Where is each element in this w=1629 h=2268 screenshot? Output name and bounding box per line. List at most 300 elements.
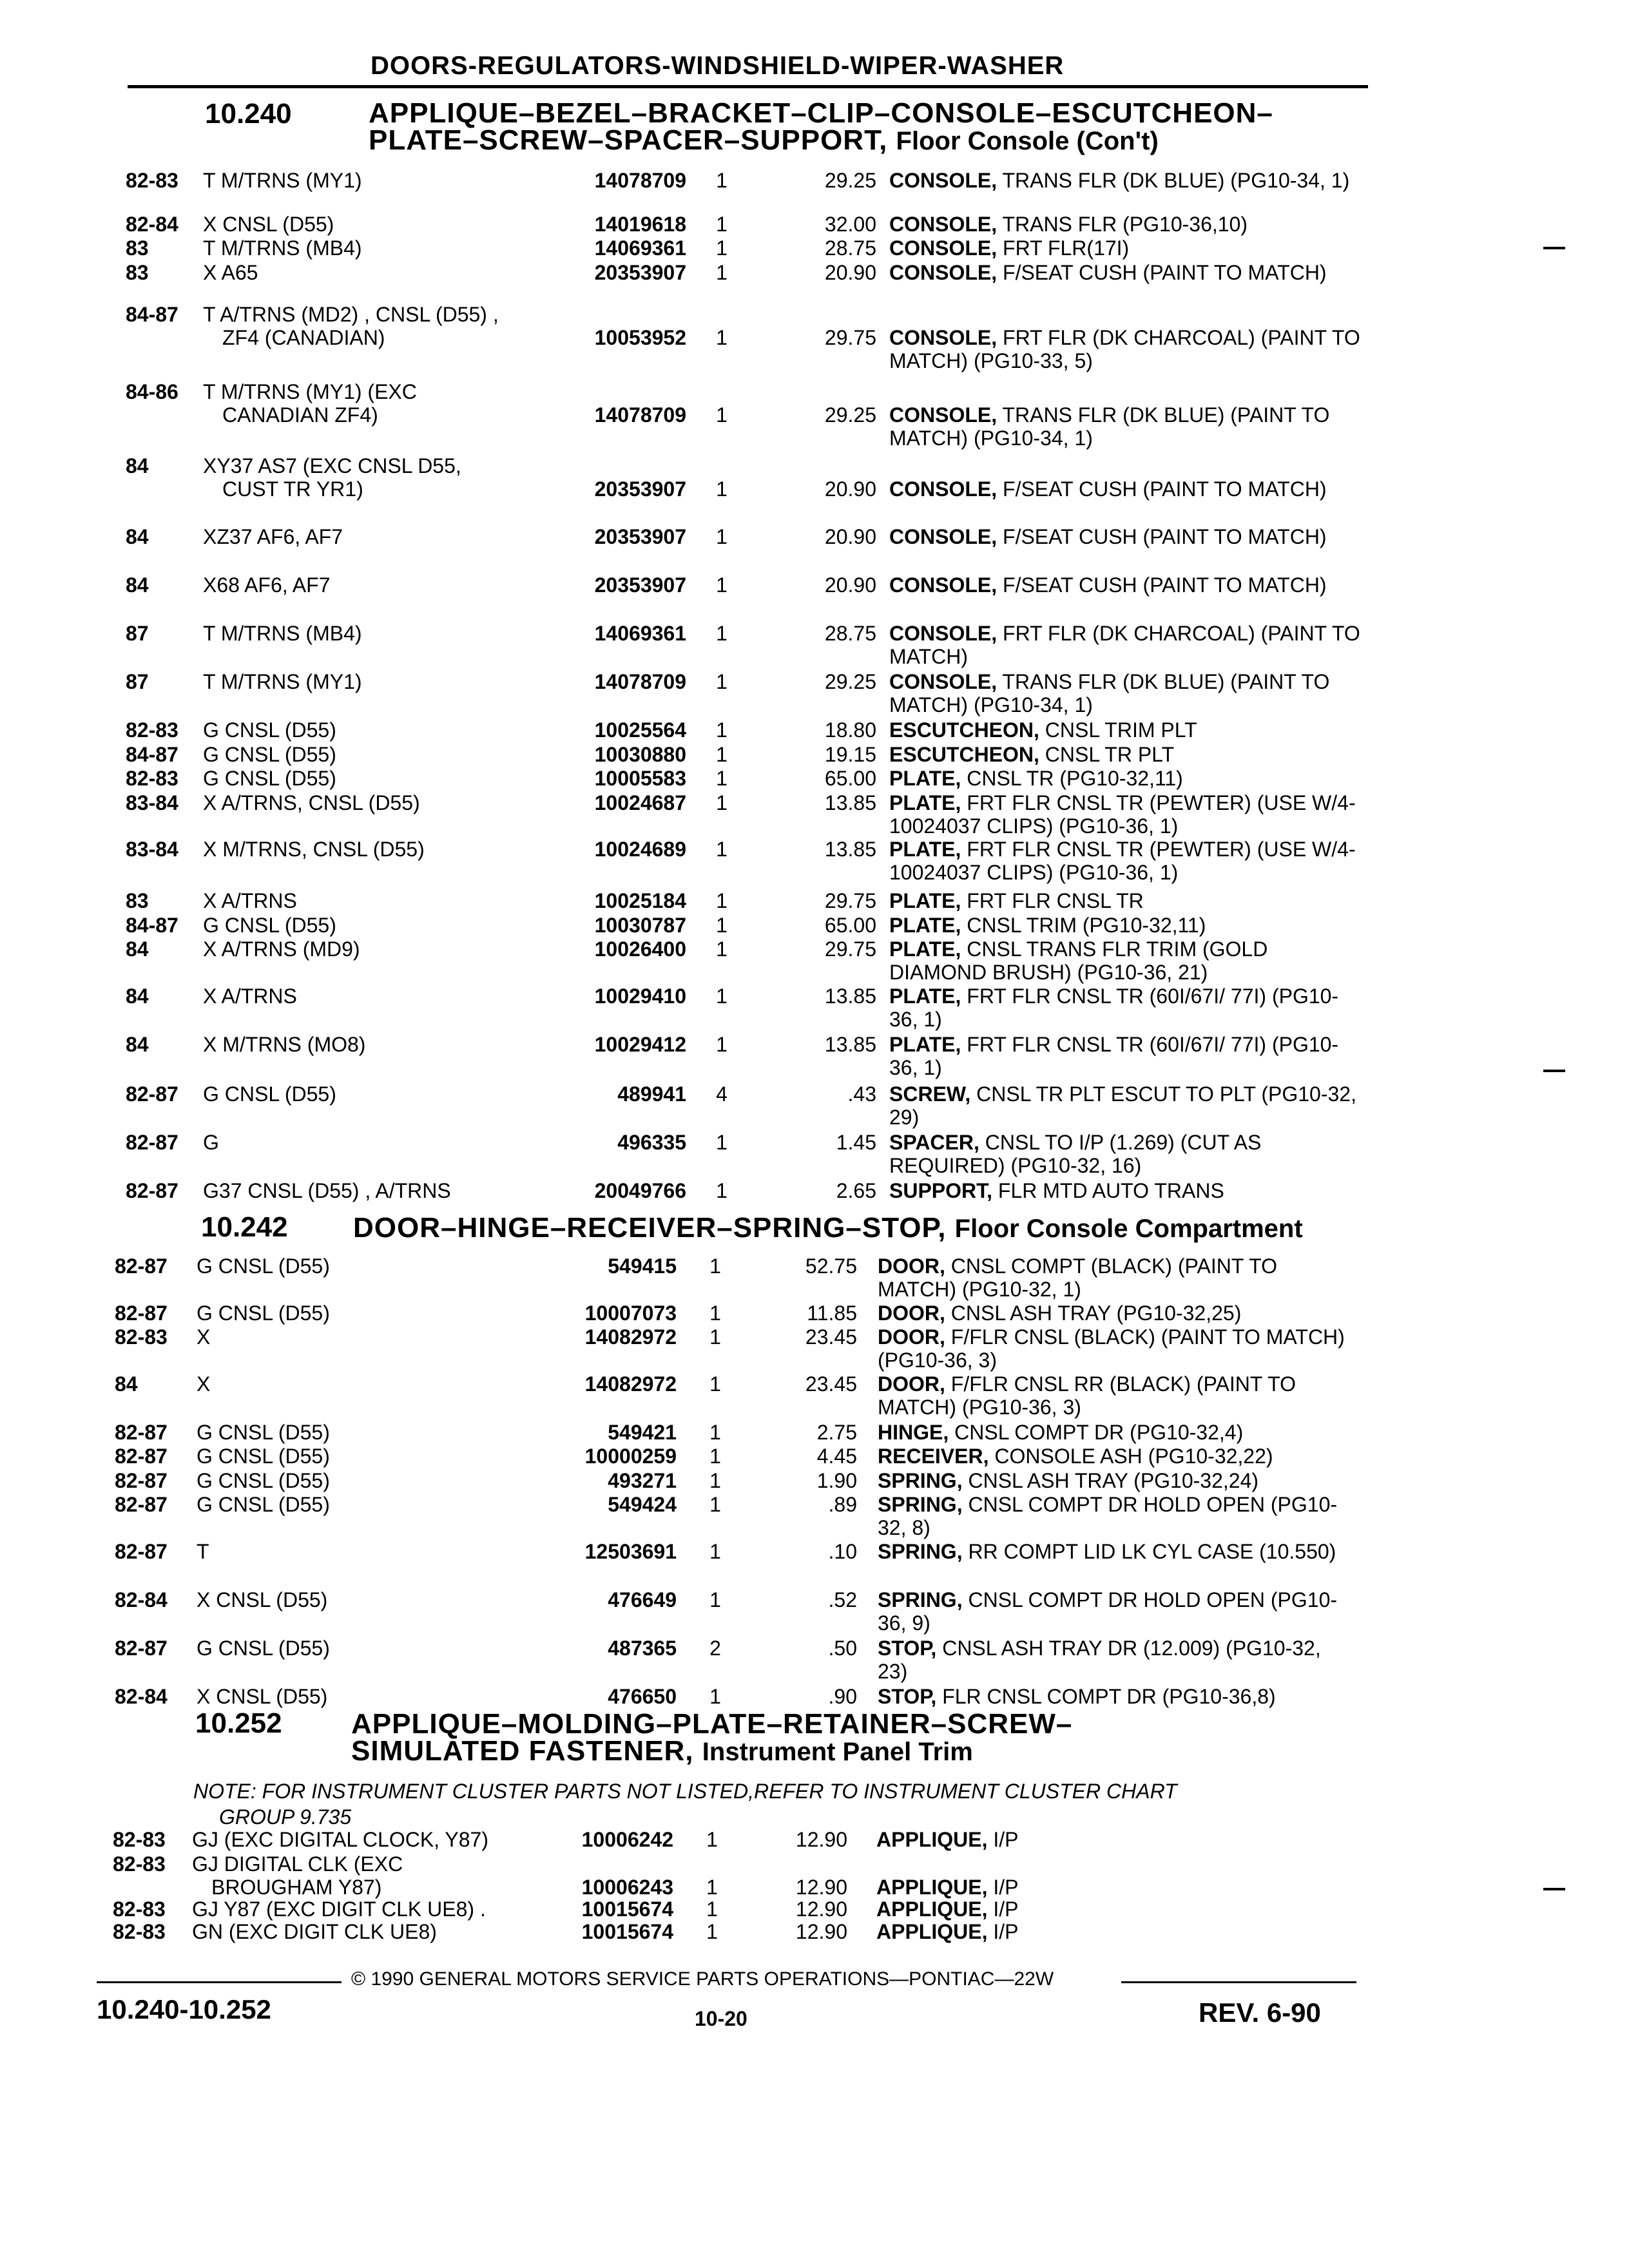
part-description: PLATE, FRT FLR CNSL TR (60I/67I/ 77I) (PG10-36, 1) bbox=[889, 985, 1339, 1031]
price: 20.90 bbox=[824, 477, 876, 501]
price: 13.85 bbox=[824, 791, 876, 814]
price: 20.90 bbox=[824, 261, 876, 284]
part-name: SPRING, bbox=[878, 1588, 963, 1611]
part-name: PLATE, bbox=[889, 914, 961, 937]
part-description: STOP, CNSL ASH TRAY DR (12.009) (PG10-32, 23) bbox=[878, 1637, 1321, 1683]
part-description: HINGE, CNSL COMPT DR (PG10-32,4) bbox=[878, 1421, 1244, 1444]
section-10-242-number: 10.242 bbox=[201, 1211, 288, 1243]
application: G CNSL (D55) bbox=[203, 1082, 336, 1106]
quantity: 1 bbox=[716, 622, 728, 645]
part-description: CONSOLE, F/SEAT CUSH (PAINT TO MATCH) bbox=[889, 261, 1327, 284]
part-name: HINGE, bbox=[878, 1421, 949, 1444]
section-title-line1: DOOR–HINGE–RECEIVER–SPRING–STOP, bbox=[353, 1212, 947, 1244]
part-name: DOOR, bbox=[878, 1302, 945, 1325]
model-year: 82-83 bbox=[126, 718, 178, 742]
part-description: CONSOLE, FRT FLR (DK CHARCOAL) (PAINT TO MATCH) bbox=[889, 622, 1360, 668]
price: 2.75 bbox=[816, 1421, 857, 1444]
table-row bbox=[0, 1540, 1629, 1591]
application: GN (EXC DIGIT CLK UE8) bbox=[192, 1920, 437, 1943]
part-description: SPRING, CNSL COMPT DR HOLD OPEN (PG10-36, 9) bbox=[878, 1588, 1338, 1635]
part-description: SPRING, RR COMPT LID LK CYL CASE (10.550) bbox=[878, 1540, 1336, 1563]
price: .89 bbox=[828, 1493, 857, 1516]
application: GJ DIGITAL CLK (EXC bbox=[192, 1852, 403, 1876]
table-row bbox=[0, 791, 1629, 843]
header-rule bbox=[128, 85, 1368, 88]
model-year: 82-84 bbox=[115, 1685, 168, 1708]
page-header-title: DOORS-REGULATORS-WINDSHIELD-WIPER-WASHER bbox=[371, 52, 1065, 80]
quantity: 1 bbox=[716, 670, 728, 693]
table-row bbox=[0, 1033, 1629, 1084]
model-year: 82-83 bbox=[115, 1325, 168, 1349]
model-year: 82-87 bbox=[126, 1179, 178, 1202]
price: 12.90 bbox=[795, 1898, 847, 1921]
quantity: 1 bbox=[716, 743, 728, 766]
part-description: PLATE, FRT FLR CNSL TR (PEWTER) (USE W/4-10024037 CLIPS) (PG10-36, 1) bbox=[889, 791, 1356, 838]
part-description: CONSOLE, F/SEAT CUSH (PAINT TO MATCH) bbox=[889, 525, 1327, 548]
section-10-240-number: 10.240 bbox=[205, 98, 292, 130]
table-row bbox=[0, 454, 1629, 506]
table-row bbox=[0, 1131, 1629, 1182]
part-number: 12503691 bbox=[584, 1540, 677, 1563]
part-description: PLATE, FRT FLR CNSL TR (PEWTER) (USE W/4-10024037 CLIPS) (PG10-36, 1) bbox=[889, 838, 1356, 884]
part-number: 14069361 bbox=[594, 236, 686, 260]
part-name: APPLIQUE, bbox=[876, 1876, 988, 1899]
part-name: CONSOLE, bbox=[889, 622, 998, 645]
part-name: CONSOLE, bbox=[889, 169, 998, 192]
model-year: 83 bbox=[126, 889, 149, 912]
quantity: 1 bbox=[716, 403, 728, 427]
margin-tick bbox=[1543, 1888, 1565, 1890]
part-number: 496335 bbox=[617, 1131, 686, 1154]
part-number: 14078709 bbox=[594, 403, 686, 427]
part-number: 10030787 bbox=[594, 914, 686, 937]
part-description: APPLIQUE, I/P bbox=[876, 1828, 1019, 1851]
footer-page-number: 10-20 bbox=[695, 2007, 747, 2030]
table-row bbox=[0, 937, 1629, 989]
price: 29.25 bbox=[824, 169, 876, 192]
table-row bbox=[0, 573, 1629, 625]
section-title-line1: APPLIQUE–BEZEL–BRACKET–CLIP–CONSOLE–ESCUTCHEON– bbox=[369, 97, 1273, 129]
part-description: CONSOLE, TRANS FLR (DK BLUE) (PAINT TO MATCH) (PG10-34, 1) bbox=[889, 670, 1330, 716]
quantity: 1 bbox=[716, 169, 728, 192]
price: 65.00 bbox=[824, 914, 876, 937]
part-description: APPLIQUE, I/P bbox=[876, 1920, 1019, 1943]
quantity: 1 bbox=[716, 838, 728, 861]
quantity: 1 bbox=[716, 525, 728, 548]
model-year: 82-83 bbox=[126, 767, 178, 790]
model-year: 82-87 bbox=[115, 1540, 168, 1563]
table-row bbox=[0, 1920, 1629, 1972]
part-description: CONSOLE, FRT FLR (DK CHARCOAL) (PAINT TO MATCH) (PG10-33, 5) bbox=[889, 326, 1360, 372]
section-10-252-title bbox=[351, 1708, 1073, 1767]
quantity: 1 bbox=[709, 1588, 721, 1611]
quantity: 4 bbox=[716, 1082, 728, 1106]
part-name: CONSOLE, bbox=[889, 326, 998, 349]
part-name: ESCUTCHEON, bbox=[889, 743, 1039, 766]
part-description: CONSOLE, TRANS FLR (PG10-36,10) bbox=[889, 213, 1248, 236]
part-number: 10006242 bbox=[581, 1828, 673, 1851]
part-name: SPRING, bbox=[878, 1493, 963, 1516]
application: X bbox=[197, 1325, 211, 1349]
table-row bbox=[0, 622, 1629, 673]
quantity: 1 bbox=[706, 1876, 718, 1899]
part-number: 549421 bbox=[608, 1421, 677, 1444]
part-number: 14078709 bbox=[594, 169, 686, 192]
quantity: 1 bbox=[716, 213, 728, 236]
quantity: 1 bbox=[709, 1493, 721, 1516]
part-number: 10024687 bbox=[594, 791, 686, 814]
section-title-line1: APPLIQUE–MOLDING–PLATE–RETAINER–SCREW– bbox=[351, 1708, 1073, 1740]
quantity: 2 bbox=[709, 1637, 721, 1660]
application-cont: ZF4 (CANADIAN) bbox=[222, 326, 385, 349]
price: 23.45 bbox=[805, 1372, 857, 1396]
part-number: 10029412 bbox=[594, 1033, 686, 1056]
quantity: 1 bbox=[716, 718, 728, 742]
part-name: PLATE, bbox=[889, 889, 961, 912]
part-name: PLATE, bbox=[889, 1033, 961, 1056]
part-name: CONSOLE, bbox=[889, 236, 998, 260]
quantity: 1 bbox=[716, 889, 728, 912]
table-row bbox=[0, 670, 1629, 722]
part-name: CONSOLE, bbox=[889, 477, 998, 501]
part-number: 10015674 bbox=[581, 1898, 673, 1921]
part-number: 14082972 bbox=[584, 1325, 677, 1349]
part-description: CONSOLE, F/SEAT CUSH (PAINT TO MATCH) bbox=[889, 477, 1327, 501]
part-name: CONSOLE, bbox=[889, 670, 998, 693]
quantity: 1 bbox=[706, 1898, 718, 1921]
part-number: 476650 bbox=[608, 1685, 677, 1708]
model-year: 82-87 bbox=[115, 1254, 168, 1278]
quantity: 1 bbox=[716, 937, 728, 961]
quantity: 1 bbox=[709, 1421, 721, 1444]
model-year: 82-87 bbox=[115, 1302, 168, 1325]
application: XY37 AS7 (EXC CNSL D55, bbox=[203, 454, 461, 477]
table-row bbox=[0, 1254, 1629, 1306]
model-year: 84 bbox=[126, 1033, 149, 1056]
price: 19.15 bbox=[824, 743, 876, 766]
price: 28.75 bbox=[824, 622, 876, 645]
part-description: CONSOLE, F/SEAT CUSH (PAINT TO MATCH) bbox=[889, 573, 1327, 597]
quantity: 1 bbox=[709, 1540, 721, 1563]
model-year: 84-86 bbox=[126, 380, 178, 403]
table-row bbox=[0, 1637, 1629, 1688]
model-year: 82-87 bbox=[115, 1421, 168, 1444]
part-name: CONSOLE, bbox=[889, 213, 998, 236]
quantity: 1 bbox=[716, 477, 728, 501]
part-number: 10006243 bbox=[581, 1876, 673, 1899]
application: G CNSL (D55) bbox=[203, 914, 336, 937]
price: .52 bbox=[828, 1588, 857, 1611]
price: 32.00 bbox=[824, 213, 876, 236]
price: 12.90 bbox=[795, 1920, 847, 1943]
part-description: SPRING, CNSL ASH TRAY (PG10-32,24) bbox=[878, 1469, 1259, 1492]
part-description: ESCUTCHEON, CNSL TR PLT bbox=[889, 743, 1175, 766]
part-description: PLATE, FRT FLR CNSL TR (60I/67I/ 77I) (PG10-36, 1) bbox=[889, 1033, 1339, 1079]
part-description: SPRING, CNSL COMPT DR HOLD OPEN (PG10-32, 8) bbox=[878, 1493, 1338, 1539]
part-number: 10026400 bbox=[594, 937, 686, 961]
model-year: 82-84 bbox=[126, 213, 178, 236]
quantity: 1 bbox=[706, 1920, 718, 1943]
table-row bbox=[0, 1372, 1629, 1424]
section-10-240-title bbox=[369, 97, 1273, 156]
application: G CNSL (D55) bbox=[197, 1637, 330, 1660]
footer-rule-right bbox=[1121, 1981, 1356, 1983]
price: 29.75 bbox=[824, 937, 876, 961]
model-year: 84-87 bbox=[126, 743, 178, 766]
part-name: CONSOLE, bbox=[889, 403, 998, 427]
model-year: 82-87 bbox=[115, 1493, 168, 1516]
part-name: CONSOLE, bbox=[889, 261, 998, 284]
price: 1.45 bbox=[836, 1131, 876, 1154]
application: X CNSL (D55) bbox=[203, 213, 334, 236]
application: X68 AF6, AF7 bbox=[203, 573, 331, 597]
part-number: 10007073 bbox=[584, 1302, 677, 1325]
part-name: STOP, bbox=[878, 1637, 937, 1660]
model-year: 84 bbox=[126, 573, 149, 597]
price: 23.45 bbox=[805, 1325, 857, 1349]
part-description: ESCUTCHEON, CNSL TRIM PLT bbox=[889, 718, 1197, 742]
model-year: 82-87 bbox=[126, 1131, 178, 1154]
application: X A/TRNS, CNSL (D55) bbox=[203, 791, 420, 814]
application: X M/TRNS, CNSL (D55) bbox=[203, 838, 425, 861]
price: 13.85 bbox=[824, 1033, 876, 1056]
price: 20.90 bbox=[824, 525, 876, 548]
part-description: PLATE, CNSL TR (PG10-32,11) bbox=[889, 767, 1183, 790]
quantity: 1 bbox=[709, 1254, 721, 1278]
price: 29.75 bbox=[824, 889, 876, 912]
part-name: APPLIQUE, bbox=[876, 1828, 988, 1851]
part-number: 20353907 bbox=[594, 573, 686, 597]
model-year: 83-84 bbox=[126, 838, 178, 861]
part-description: SPACER, CNSL TO I/P (1.269) (CUT AS REQUIRED) (PG10-32, 16) bbox=[889, 1131, 1262, 1177]
part-description: CONSOLE, FRT FLR(17I) bbox=[889, 236, 1130, 260]
part-number: 20353907 bbox=[594, 477, 686, 501]
part-description: DOOR, F/FLR CNSL RR (BLACK) (PAINT TO MATCH) (PG10-36, 3) bbox=[878, 1372, 1296, 1419]
model-year: 84-87 bbox=[126, 303, 178, 326]
model-year: 84 bbox=[115, 1372, 138, 1396]
part-number: 10024689 bbox=[594, 838, 686, 861]
model-year: 82-84 bbox=[115, 1588, 168, 1611]
part-description: APPLIQUE, I/P bbox=[876, 1898, 1019, 1921]
table-row bbox=[0, 1325, 1629, 1377]
footer-section-range: 10.240-10.252 bbox=[97, 1994, 271, 2024]
part-description: DOOR, CNSL COMPT (BLACK) (PAINT TO MATCH) (PG10-32, 1) bbox=[878, 1254, 1277, 1301]
part-number: 10000259 bbox=[584, 1445, 677, 1468]
application: G CNSL (D55) bbox=[203, 718, 336, 742]
part-name: APPLIQUE, bbox=[876, 1920, 988, 1943]
price: 13.85 bbox=[824, 985, 876, 1008]
part-description: DOOR, F/FLR CNSL (BLACK) (PAINT TO MATCH) (PG10-36, 3) bbox=[878, 1325, 1345, 1372]
model-year: 82-83 bbox=[113, 1852, 166, 1876]
price: 29.25 bbox=[824, 403, 876, 427]
quantity: 1 bbox=[716, 1179, 728, 1202]
table-row bbox=[0, 985, 1629, 1036]
part-number: 10025564 bbox=[594, 718, 686, 742]
table-row bbox=[0, 1588, 1629, 1640]
part-name: CONSOLE, bbox=[889, 525, 998, 548]
application: T M/TRNS (MY1) bbox=[203, 670, 362, 693]
price: 28.75 bbox=[824, 236, 876, 260]
part-name: DOOR, bbox=[878, 1372, 945, 1396]
quantity: 1 bbox=[716, 914, 728, 937]
part-name: CONSOLE, bbox=[889, 573, 998, 597]
part-name: PLATE, bbox=[889, 937, 961, 961]
part-description: PLATE, CNSL TRANS FLR TRIM (GOLD DIAMOND BRUSH) (PG10-36, 21) bbox=[889, 937, 1268, 984]
application: X A/TRNS bbox=[203, 889, 297, 912]
table-row bbox=[0, 1493, 1629, 1544]
part-number: 493271 bbox=[608, 1469, 677, 1492]
model-year: 83 bbox=[126, 261, 149, 284]
application: G CNSL (D55) bbox=[197, 1254, 330, 1278]
part-name: SPACER, bbox=[889, 1131, 979, 1154]
part-name: DOOR, bbox=[878, 1254, 945, 1278]
model-year: 84 bbox=[126, 525, 149, 548]
application: G CNSL (D55) bbox=[203, 767, 336, 790]
application-cont: CANADIAN ZF4) bbox=[222, 403, 378, 427]
model-year: 84-87 bbox=[126, 914, 178, 937]
footer-copyright: © 1990 GENERAL MOTORS SERVICE PARTS OPERATIONS—PONTIAC—22W bbox=[351, 1968, 1054, 1990]
part-description: RECEIVER, CONSOLE ASH (PG10-32,22) bbox=[878, 1445, 1273, 1468]
price: 18.80 bbox=[824, 718, 876, 742]
table-row bbox=[0, 380, 1629, 450]
price: 11.85 bbox=[807, 1302, 857, 1325]
part-number: 14069361 bbox=[594, 622, 686, 645]
quantity: 1 bbox=[716, 236, 728, 260]
part-description: CONSOLE, TRANS FLR (DK BLUE) (PG10-34, 1) bbox=[889, 169, 1350, 192]
application: GJ Y87 (EXC DIGIT CLK UE8) . bbox=[192, 1898, 486, 1921]
model-year: 82-83 bbox=[113, 1920, 166, 1943]
margin-tick bbox=[1543, 247, 1565, 249]
application-cont: BROUGHAM Y87) bbox=[211, 1876, 382, 1899]
part-description: SUPPORT, FLR MTD AUTO TRANS bbox=[889, 1179, 1224, 1202]
part-name: RECEIVER, bbox=[878, 1445, 989, 1468]
part-number: 10025184 bbox=[594, 889, 686, 912]
part-name: PLATE, bbox=[889, 838, 961, 861]
part-name: SPRING, bbox=[878, 1469, 963, 1492]
part-number: 10029410 bbox=[594, 985, 686, 1008]
part-name: PLATE, bbox=[889, 985, 961, 1008]
model-year: 83-84 bbox=[126, 791, 178, 814]
application: T M/TRNS (MY1) bbox=[203, 169, 362, 192]
part-description: APPLIQUE, I/P bbox=[876, 1876, 1019, 1899]
application: G CNSL (D55) bbox=[197, 1445, 330, 1468]
application: G CNSL (D55) bbox=[197, 1421, 330, 1444]
quantity: 1 bbox=[716, 261, 728, 284]
model-year: 82-83 bbox=[113, 1898, 166, 1921]
part-number: 20049766 bbox=[594, 1179, 686, 1202]
part-number: 487365 bbox=[608, 1637, 677, 1660]
model-year: 87 bbox=[126, 670, 149, 693]
price: 12.90 bbox=[795, 1828, 847, 1851]
application: G37 CNSL (D55) , A/TRNS bbox=[203, 1179, 451, 1202]
section-10-242-title: DOOR–HINGE–RECEIVER–SPRING–STOP, Floor Console Compartment bbox=[353, 1212, 1303, 1244]
quantity: 1 bbox=[716, 573, 728, 597]
price: 20.90 bbox=[824, 573, 876, 597]
application: T M/TRNS (MB4) bbox=[203, 622, 362, 645]
part-number: 489941 bbox=[617, 1082, 686, 1106]
table-row bbox=[0, 303, 1629, 372]
part-name: SPRING, bbox=[878, 1540, 963, 1563]
application: G bbox=[203, 1131, 219, 1154]
table-row bbox=[0, 838, 1629, 889]
part-number: 14078709 bbox=[594, 670, 686, 693]
model-year: 83 bbox=[126, 236, 149, 260]
part-description: SCREW, CNSL TR PLT ESCUT TO PLT (PG10-32, 29) bbox=[889, 1082, 1356, 1129]
part-name: ESCUTCHEON, bbox=[889, 718, 1039, 742]
model-year: 82-87 bbox=[115, 1637, 168, 1660]
part-name: APPLIQUE, bbox=[876, 1898, 988, 1921]
price: 12.90 bbox=[795, 1876, 847, 1899]
part-name: PLATE, bbox=[889, 791, 961, 814]
part-description: PLATE, FRT FLR CNSL TR bbox=[889, 889, 1144, 912]
application: X bbox=[197, 1372, 211, 1396]
quantity: 1 bbox=[716, 326, 728, 349]
part-number: 10005583 bbox=[594, 767, 686, 790]
application: G CNSL (D55) bbox=[197, 1302, 330, 1325]
price: .90 bbox=[828, 1685, 857, 1708]
model-year: 84 bbox=[126, 454, 149, 477]
part-description: DOOR, CNSL ASH TRAY (PG10-32,25) bbox=[878, 1302, 1242, 1325]
quantity: 1 bbox=[716, 767, 728, 790]
part-name: STOP, bbox=[878, 1685, 937, 1708]
price: 29.75 bbox=[824, 326, 876, 349]
quantity: 1 bbox=[709, 1372, 721, 1396]
application: X CNSL (D55) bbox=[197, 1685, 328, 1708]
model-year: 82-83 bbox=[126, 169, 178, 192]
model-year: 82-87 bbox=[115, 1445, 168, 1468]
price: .50 bbox=[828, 1637, 857, 1660]
model-year: 82-87 bbox=[126, 1082, 178, 1106]
part-name: SCREW, bbox=[889, 1082, 971, 1106]
price: .10 bbox=[828, 1540, 857, 1563]
price: 52.75 bbox=[805, 1254, 857, 1278]
quantity: 1 bbox=[716, 791, 728, 814]
quantity: 1 bbox=[709, 1302, 721, 1325]
footer-revision: REV. 6-90 bbox=[1199, 1997, 1321, 2028]
application: T M/TRNS (MB4) bbox=[203, 236, 362, 260]
application: T M/TRNS (MY1) (EXC bbox=[203, 380, 417, 403]
application: X A65 bbox=[203, 261, 258, 284]
model-year: 82-87 bbox=[115, 1469, 168, 1492]
quantity: 1 bbox=[709, 1445, 721, 1468]
part-description: CONSOLE, TRANS FLR (DK BLUE) (PAINT TO MATCH) (PG10-34, 1) bbox=[889, 403, 1330, 450]
section-title-line2: SIMULATED FASTENER, Instrument Panel Trim bbox=[351, 1735, 973, 1767]
application: G CNSL (D55) bbox=[203, 743, 336, 766]
application: T A/TRNS (MD2) , CNSL (D55) , bbox=[203, 303, 499, 326]
part-description: PLATE, CNSL TRIM (PG10-32,11) bbox=[889, 914, 1206, 937]
section-note: NOTE: FOR INSTRUMENT CLUSTER PARTS NOT LISTED,REFER TO INSTRUMENT CLUSTER CHART GROUP 9.735 bbox=[193, 1780, 1177, 1829]
price: 65.00 bbox=[824, 767, 876, 790]
quantity: 1 bbox=[716, 1131, 728, 1154]
part-number: 476649 bbox=[608, 1588, 677, 1611]
price: 13.85 bbox=[824, 838, 876, 861]
part-number: 549415 bbox=[608, 1254, 677, 1278]
application: T bbox=[197, 1540, 209, 1563]
part-number: 20353907 bbox=[594, 261, 686, 284]
quantity: 1 bbox=[709, 1469, 721, 1492]
application: G CNSL (D55) bbox=[197, 1493, 330, 1516]
model-year: 87 bbox=[126, 622, 149, 645]
model-year: 84 bbox=[126, 937, 149, 961]
application: GJ (EXC DIGITAL CLOCK, Y87) bbox=[192, 1828, 488, 1851]
part-description: STOP, FLR CNSL COMPT DR (PG10-36,8) bbox=[878, 1685, 1276, 1708]
margin-tick bbox=[1543, 1070, 1565, 1072]
price: 29.25 bbox=[824, 670, 876, 693]
part-number: 549424 bbox=[608, 1493, 677, 1516]
application: X A/TRNS bbox=[203, 985, 297, 1008]
part-number: 20353907 bbox=[594, 525, 686, 548]
application: X M/TRNS (MO8) bbox=[203, 1033, 366, 1056]
